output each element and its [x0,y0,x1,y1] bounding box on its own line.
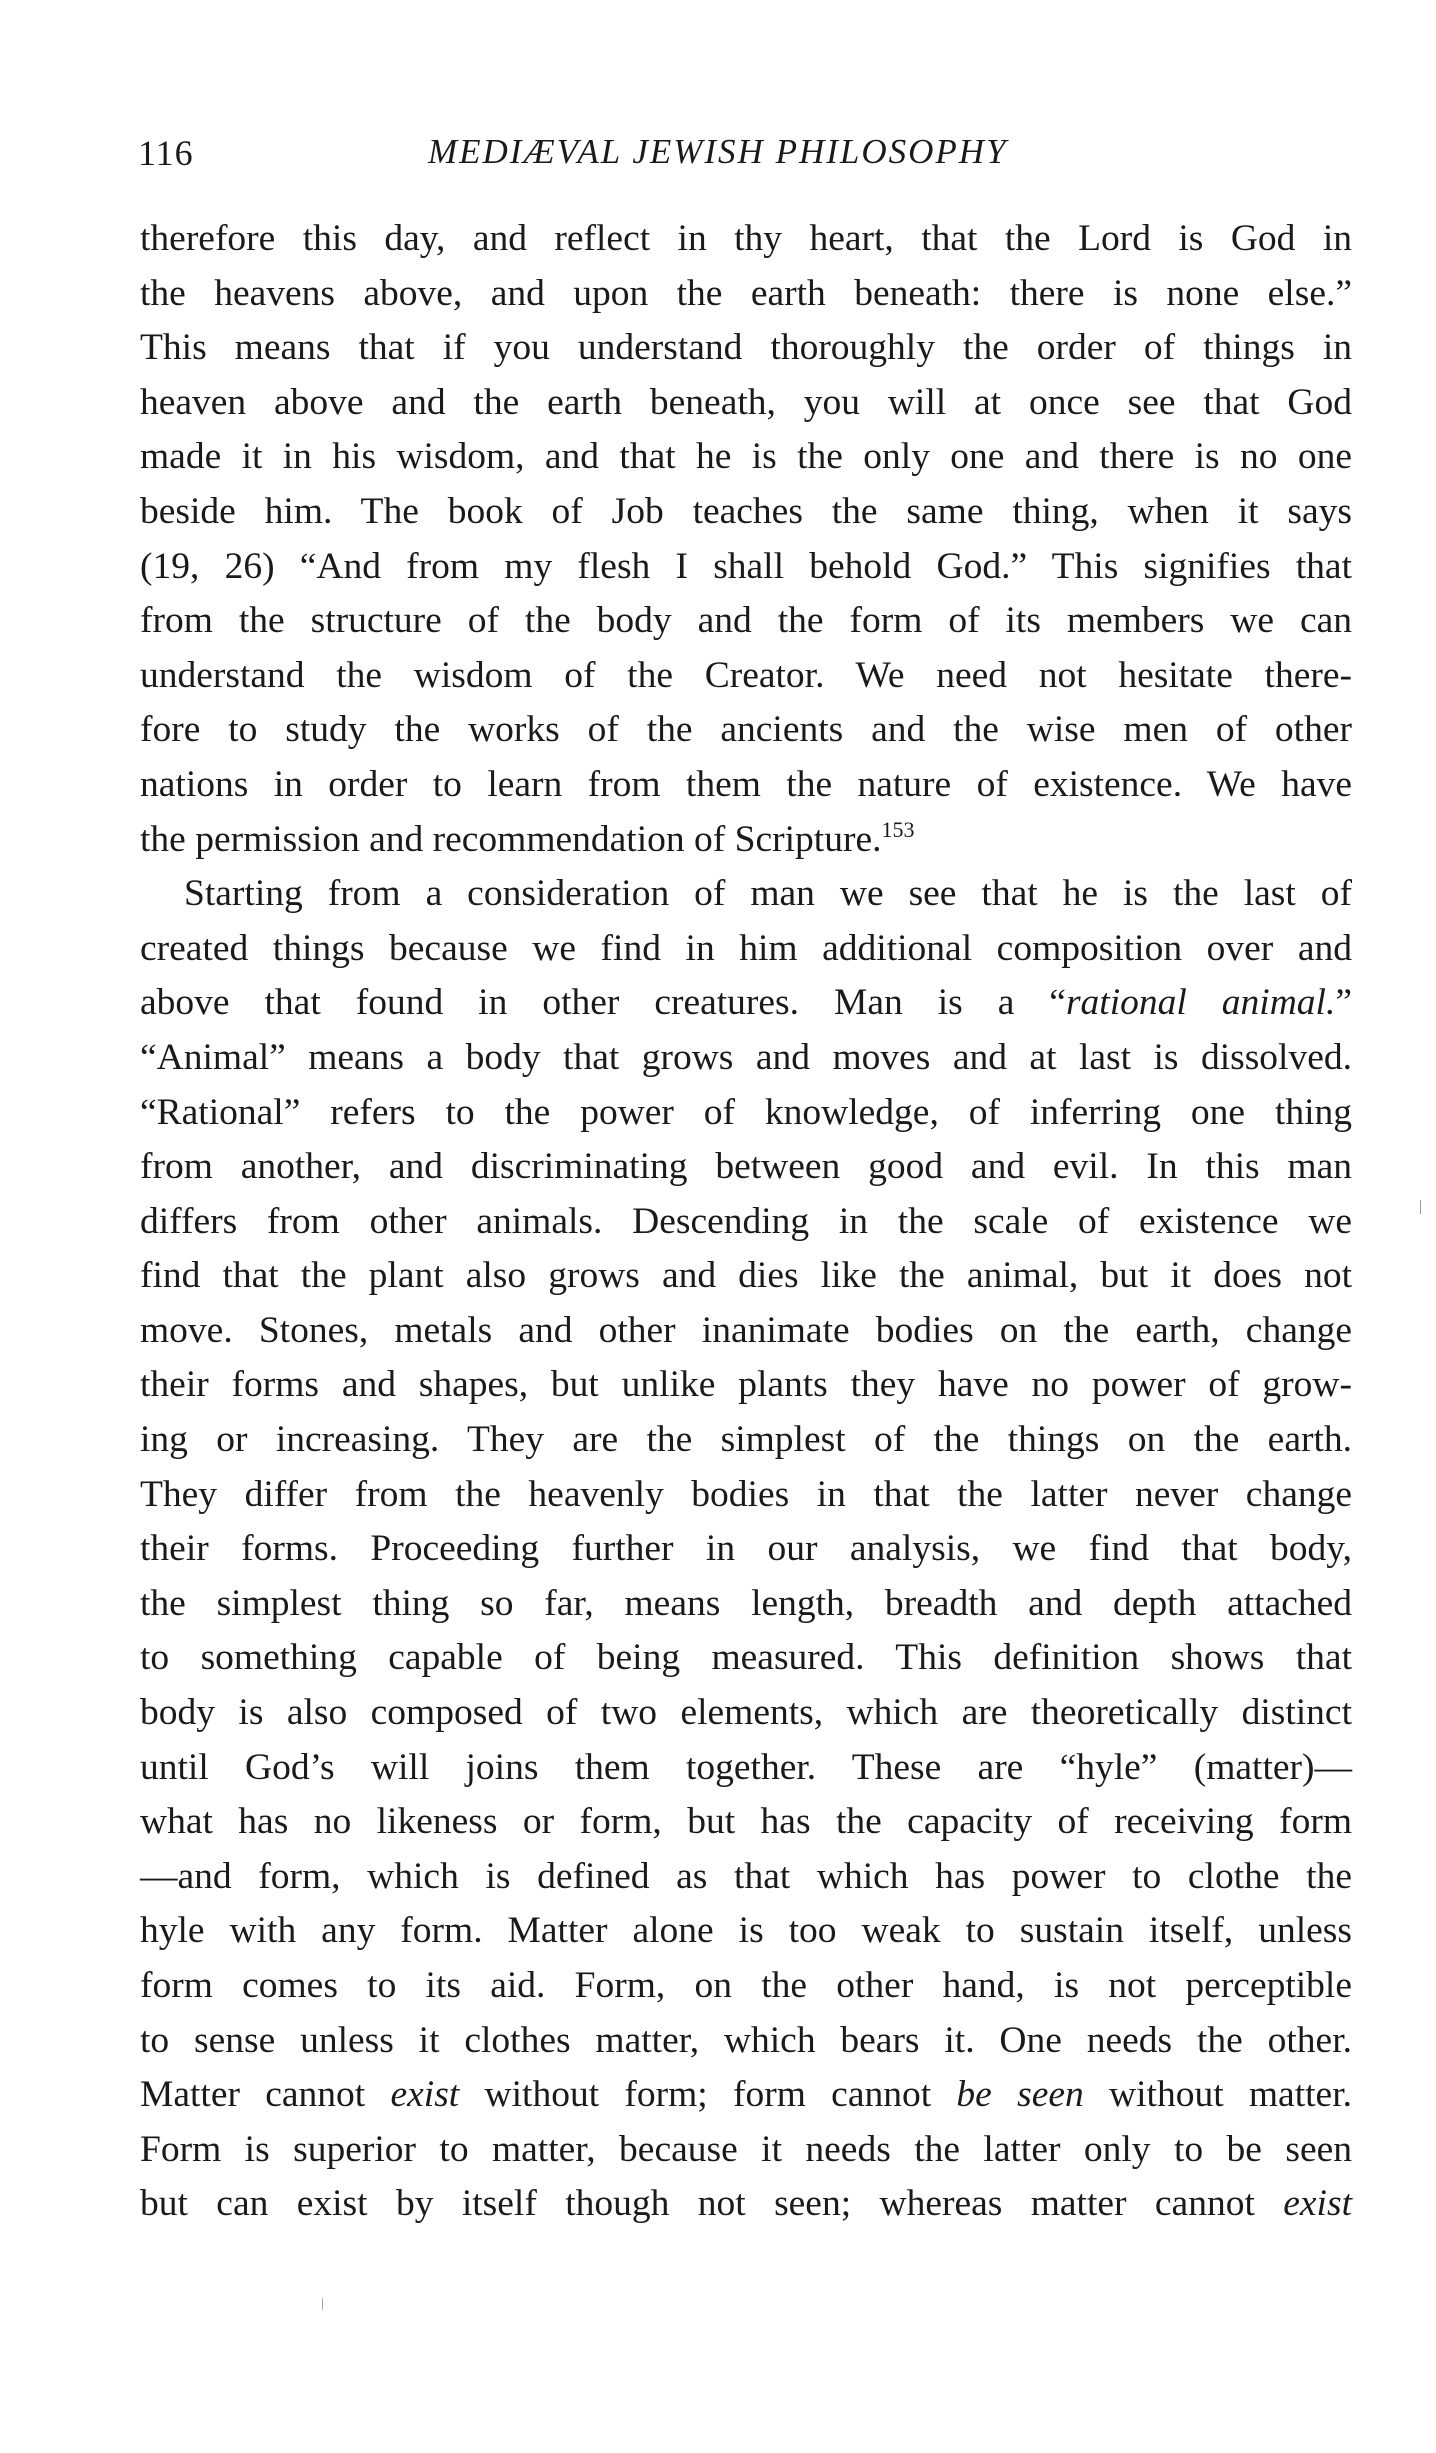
italic-term: exist [1283,2183,1352,2225]
text-line: hyle with any form. Matter alone is too weak to sustain itself, unless [140,1910,1352,1952]
text-line: “Animal” means a body that grows and moves and at last is dissolved. [140,1036,1352,1078]
text-line: from the structure of the body and the form of its members we can [140,600,1352,642]
text-line: ing or increasing. They are the simplest of the things on the earth. [140,1419,1352,1461]
text-line: nations in order to learn from them the nature of existence. We have [140,763,1352,805]
text-segment: without form; form cannot [459,2074,957,2116]
text-line: Form is superior to matter, because it needs the latter only to be seen [140,2128,1352,2170]
text-line: (19, 26) “And from my flesh I shall behold God.” This signifies that [140,545,1352,587]
text-segment: without matter. [1083,2074,1352,2116]
italic-term: be seen [956,2074,1084,2116]
text-line: their forms. Proceeding further in our analysis, we find that body, [140,1528,1352,1570]
text-line: to something capable of being measured. This definition shows that [140,1637,1352,1679]
text-segment: but can exist by itself though not seen; whereas matter cannot [140,2183,1284,2225]
text-line-content: the permission and recommendation of Scripture. [140,818,882,860]
text-line: what has no likeness or form, but has the capacity of receiving form [140,1801,1352,1843]
text-line: body is also composed of two elements, which are theoretically distinct [140,1692,1352,1734]
text-segment: above that found in other creatures. Man is a “ [140,982,1066,1024]
text-line: to sense unless it clothes matter, which bears it. One needs the other. [140,2019,1352,2061]
body-text [140,212,1352,2232]
text-line: their forms and shapes, but unlike plants they have no power of grow- [140,1364,1352,1406]
text-segment: ” [1335,982,1352,1024]
text-line [140,976,1352,1031]
scan-mark [322,2298,323,2310]
text-line: until God’s will joins them together. These are “hyle” (matter)— [140,1746,1352,1788]
footnote-reference[interactable]: 153 [881,816,915,842]
text-line: —and form, which is defined as that which has power to clothe the [140,1855,1352,1897]
text-line: created things because we find in him additional composition over and [140,927,1352,969]
text-line: move. Stones, metals and other inanimate bodies on the earth, change [140,1309,1352,1351]
italic-term: rational animal. [1065,982,1336,1024]
text-line: They differ from the heavenly bodies in that the latter never change [140,1473,1352,1515]
text-line: the simplest thing so far, means length, breadth and depth attached [140,1582,1352,1624]
text-line [140,2177,1352,2232]
text-line: understand the wisdom of the Creator. We need not hesitate there- [140,654,1352,696]
text-line: the heavens above, and upon the earth beneath: there is none else.” [140,272,1352,314]
page-number: 116 [138,133,194,173]
text-line: differs from other animals. Descending in the scale of existence we [140,1200,1352,1242]
text-line: therefore this day, and reflect in thy heart, that the Lord is God in [140,218,1352,259]
margin-mark [1420,1200,1421,1214]
text-line: from another, and discriminating between good and evil. In this man [140,1146,1352,1188]
text-segment: Matter cannot [140,2074,391,2116]
text-line: This means that if you understand thoroughly the order of things in [140,327,1352,369]
italic-term: exist [390,2074,460,2116]
text-line: “Rational” refers to the power of knowledge, of inferring one thing [140,1091,1352,1133]
text-line [140,2068,1352,2123]
text-line: find that the plant also grows and dies like the animal, but it does not [140,1255,1352,1297]
text-line: heaven above and the earth beneath, you will at once see that God [140,381,1352,423]
text-line [140,813,1352,868]
text-line: fore to study the works of the ancients and the wise men of other [140,709,1352,751]
text-line: beside him. The book of Job teaches the same thing, when it says [140,490,1352,532]
running-head: MEDIÆVAL JEWISH PHILOSOPHY [428,132,1008,171]
paragraph-first-line: Starting from a consideration of man we see that he is the last of [184,873,1352,915]
text-line: form comes to its aid. Form, on the other hand, is not perceptible [140,1965,1352,2006]
page-header [138,132,1308,182]
text-line: made it in his wisdom, and that he is the only one and there is no one [140,436,1352,478]
